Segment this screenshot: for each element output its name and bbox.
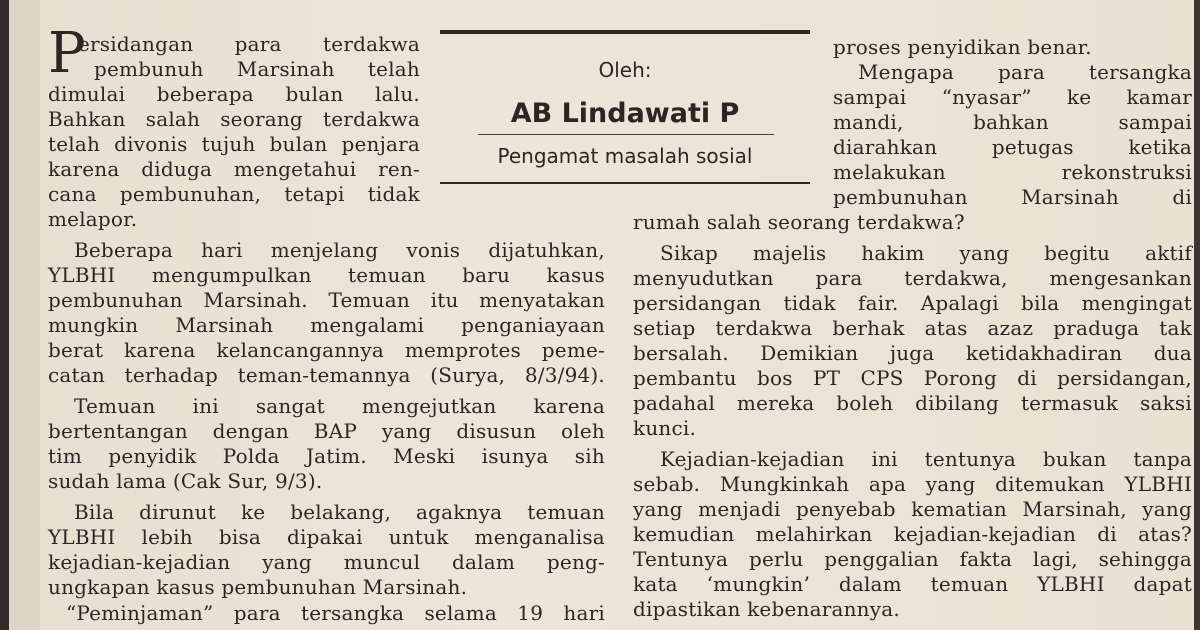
- right-column-line: persidangan tidak fair. Apalagi bila mengingat: [633, 291, 1192, 315]
- left-column-line: telah divonis tujuh bulan penjara: [48, 132, 420, 156]
- right-column-line: pembunuhan Marsinah di: [833, 185, 1192, 209]
- left-column-line: sudah lama (Cak Sur, 9/3).: [48, 469, 323, 493]
- right-column-line: Kejadian-kejadian ini tentunya bukan tanpa: [660, 447, 1192, 471]
- right-column-line: diarahkan petugas ketika: [833, 135, 1192, 159]
- scan-left-border: [0, 0, 9, 630]
- left-column-line: pembunuhan Marsinah. Temuan itu menyatakan: [48, 288, 605, 312]
- right-column-line: rumah salah seorang terdakwa?: [633, 210, 965, 234]
- left-column-line: YLBHI lebih bisa dipakai untuk menganalisa: [48, 525, 605, 549]
- right-column-line: sebab. Mungkinkah apa yang ditemukan YLBHI: [633, 472, 1192, 496]
- left-column-line: cana pembunuhan, tetapi tidak: [48, 182, 420, 206]
- byline-mid-rule: [478, 134, 774, 135]
- left-column-line: tim penyidik Polda Jatim. Meski isunya sih: [48, 444, 605, 468]
- left-column-line: ungkapan kasus pembunuhan Marsinah.: [48, 575, 468, 599]
- right-column-line: pembantu bos PT CPS Porong di persidangan,: [633, 366, 1192, 390]
- left-column-line: YLBHI mengumpulkan temuan baru kasus: [48, 263, 605, 287]
- right-column-line: bersalah. Demikian juga ketidakhadiran dua: [633, 341, 1192, 365]
- page-margin: [9, 0, 40, 630]
- right-column-line: mandi, bahkan sampai: [833, 110, 1192, 134]
- right-column-line: kunci.: [633, 416, 697, 440]
- left-column-line: Bahkan salah seorang terdakwa: [48, 107, 420, 131]
- left-column-line: Temuan ini sangat mengejutkan karena: [74, 394, 605, 418]
- left-column-line: catan terhadap teman-temannya (Surya, 8/3/94).: [48, 363, 605, 387]
- left-column-line: pembunuh Marsinah telah: [94, 57, 420, 81]
- right-column-line: Sikap majelis hakim yang begitu aktif: [660, 241, 1192, 265]
- left-column-line: Bila dirunut ke belakang, agaknya temuan: [74, 500, 605, 524]
- right-column-line: padahal mereka boleh dibilang termasuk saksi: [633, 391, 1192, 415]
- right-column-line: melakukan rekonstruksi: [833, 160, 1192, 184]
- byline-bottom-rule: [440, 182, 810, 184]
- left-column-line: karena diduga mengetahui ren-: [48, 157, 420, 181]
- byline-box: [440, 30, 810, 190]
- left-column-line: berat karena kelancangannya memprotes peme-: [48, 338, 605, 362]
- scan-right-border: [1194, 0, 1200, 630]
- left-column-line: bertentangan dengan BAP yang disusun oleh: [48, 419, 605, 443]
- byline-oleh: Oleh:: [598, 58, 652, 82]
- left-column-line: melapor.: [48, 207, 138, 231]
- left-column-line: “Peminjaman” para tersangka selama 19 hari: [66, 601, 605, 625]
- byline-top-rule: [440, 30, 810, 34]
- right-column-line: yang menjadi penyebab kematian Marsinah, yang: [633, 497, 1192, 521]
- right-column-line: kemudian melahirkan kejadian-kejadian di atas?: [633, 522, 1192, 546]
- left-column-line: Beberapa hari menjelang vonis dijatuhkan,: [74, 238, 605, 262]
- left-column-line: mungkin Marsinah mengalami penganiayaan: [48, 313, 605, 337]
- author-role: Pengamat masalah sosial: [497, 144, 753, 168]
- left-column-line: dimulai beberapa bulan lalu.: [48, 82, 420, 106]
- left-column-line: kejadian-kejadian yang muncul dalam peng-: [48, 550, 605, 574]
- right-column-line: setiap terdakwa berhak atas azaz praduga tak: [633, 316, 1192, 340]
- author-name: AB Lindawati P: [510, 98, 740, 129]
- right-column-line: menyudutkan para terdakwa, mengesankan: [633, 266, 1192, 290]
- right-column-line: kata ‘mungkin’ dalam temuan YLBHI dapat: [633, 572, 1192, 596]
- left-column-line: ersidangan para terdakwa: [78, 32, 420, 56]
- right-column-line: Tentunya perlu penggalian fakta lagi, sehingga: [633, 547, 1192, 571]
- right-column-line: proses penyidikan benar.: [833, 35, 1092, 59]
- right-column-line: sampai “nyasar” ke kamar: [833, 85, 1192, 109]
- right-column-line: Mengapa para tersangka: [858, 60, 1192, 84]
- right-column-line: dipastikan kebenarannya.: [633, 597, 900, 621]
- drop-cap: P: [48, 21, 86, 86]
